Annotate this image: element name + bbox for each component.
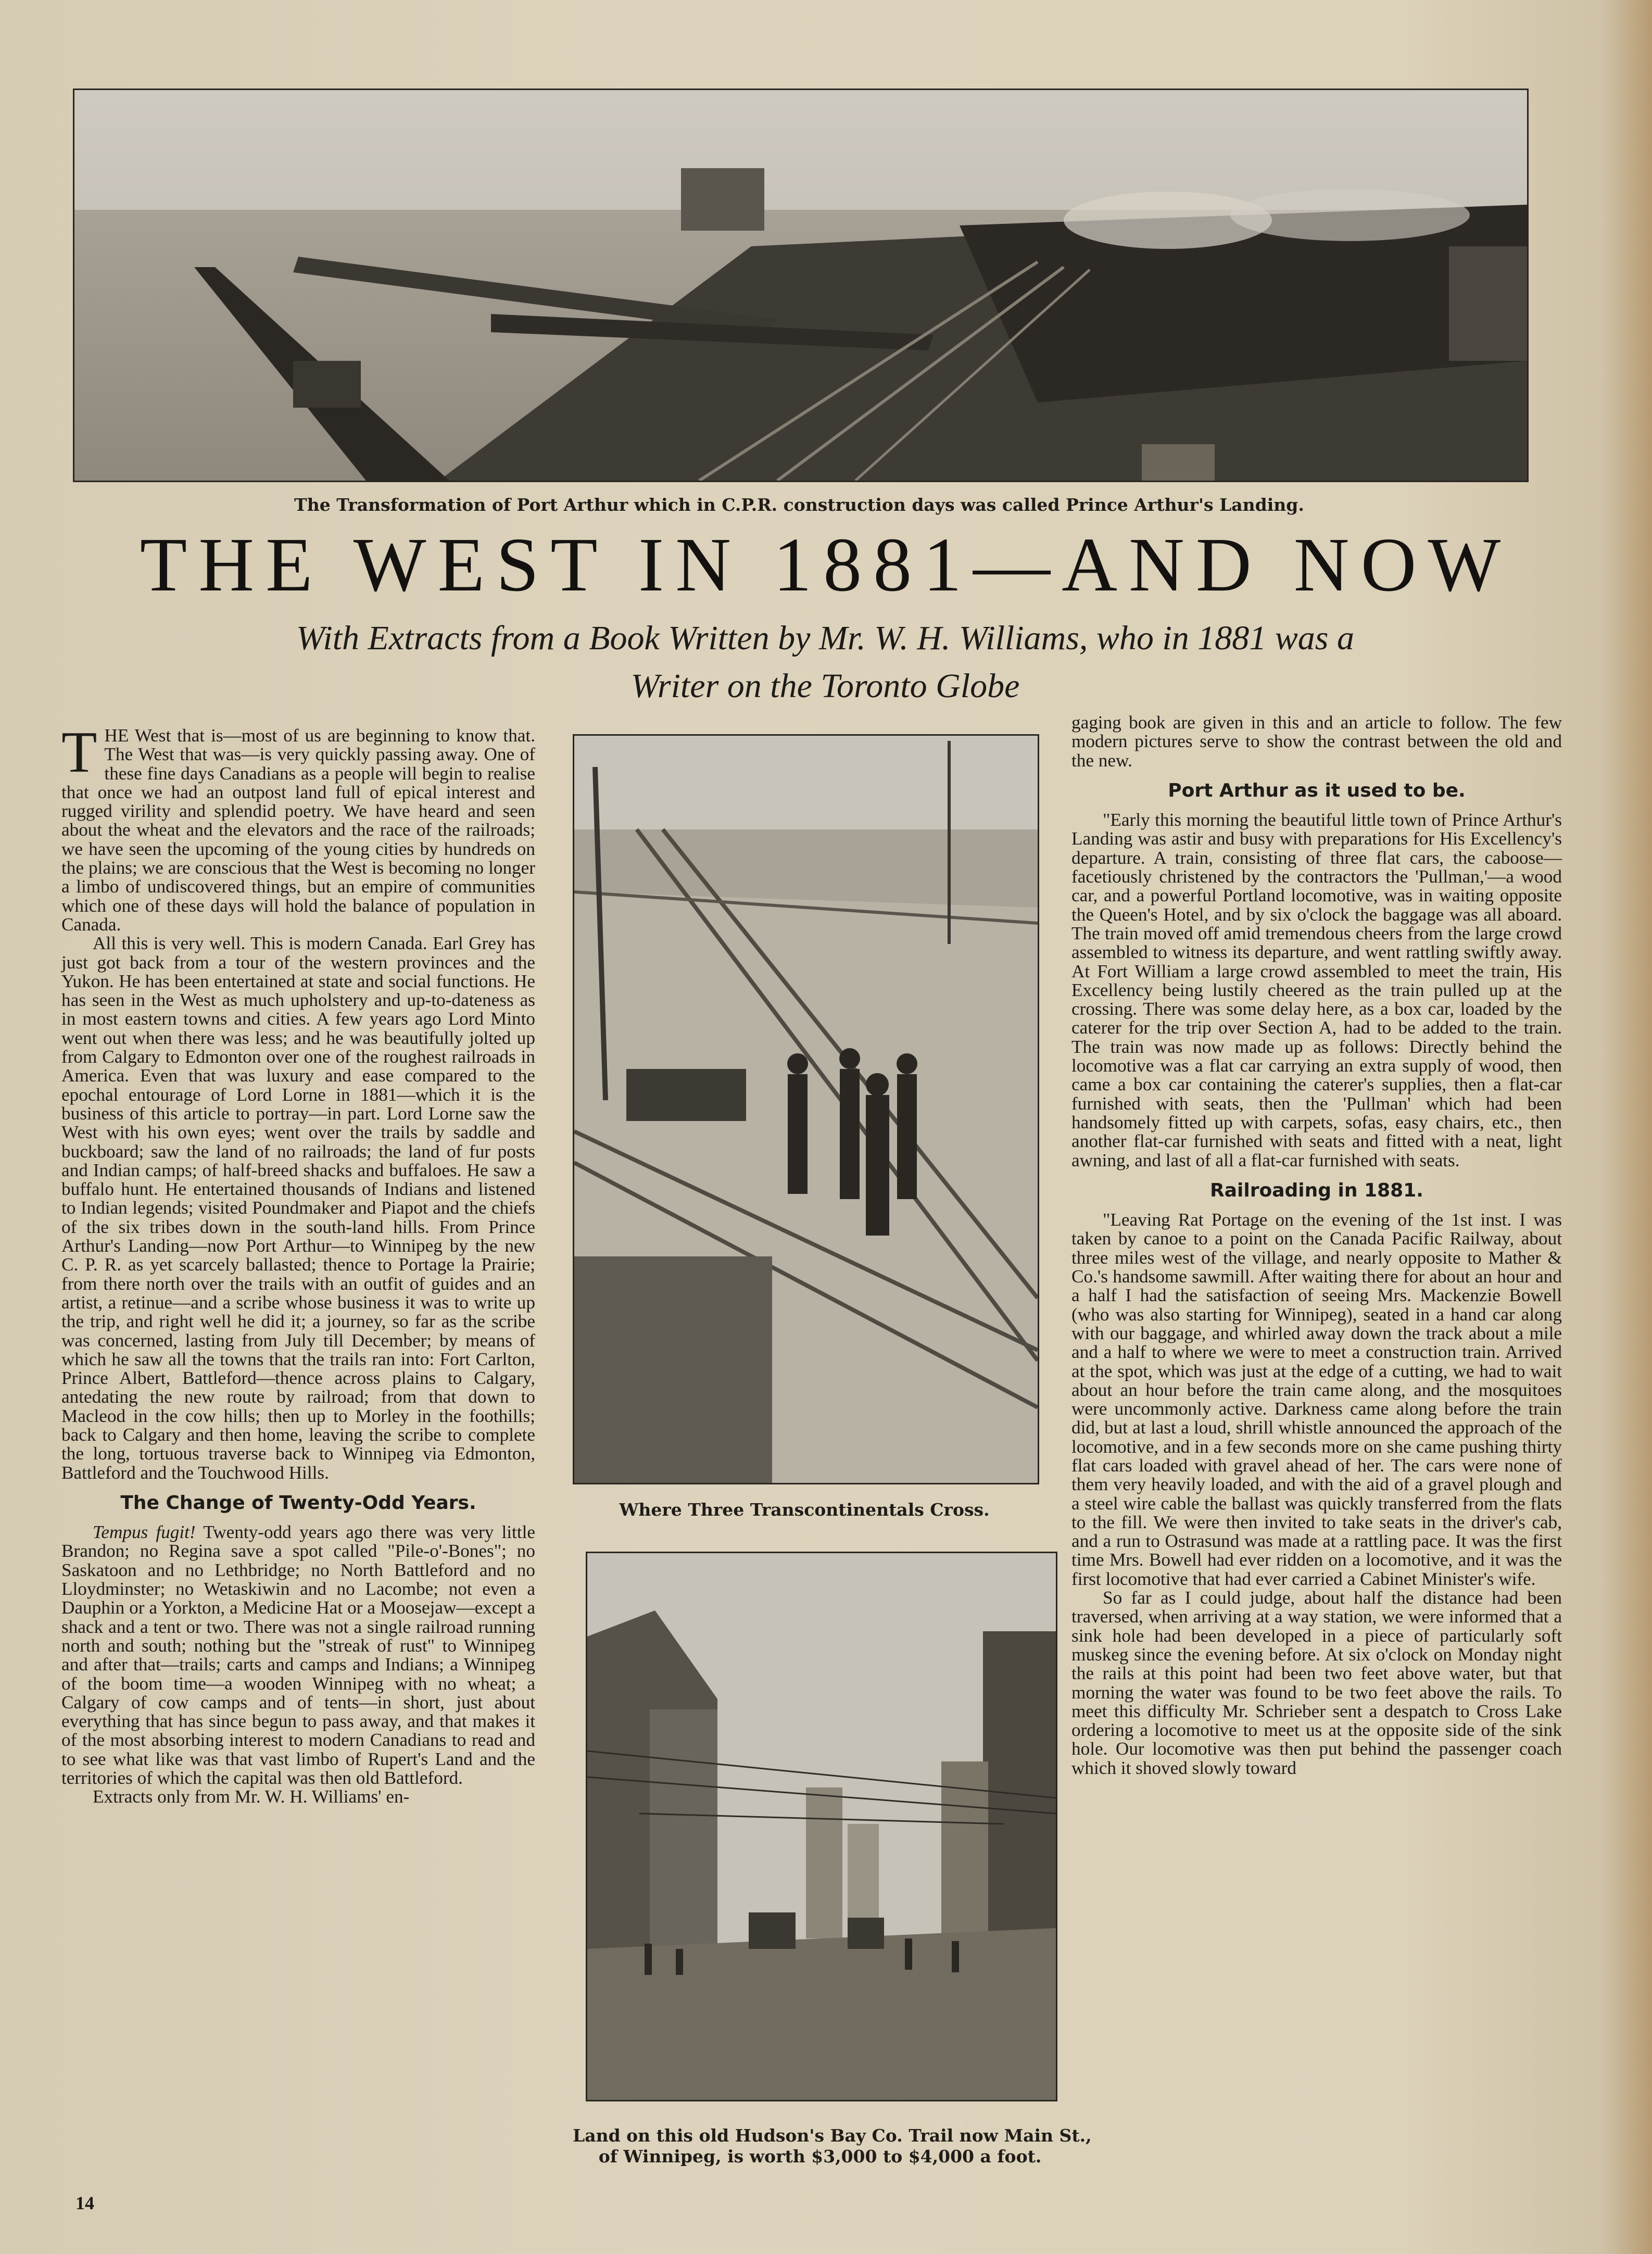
- winnipeg-main-street-photo: [586, 1552, 1057, 2101]
- article-column-3: [1071, 713, 1562, 1778]
- paragraph: "Early this morning the beautiful little town of Prince Arthur's Landing was astir and busy with preparations for His Excellency's departure. A train, consisting of three flat cars, the caboose—facetiously christened by the contractors the 'Pullman,'—a wood car, and a powerful Portland locomotive, was in waiting opposite the Queen's Hotel, and by six o'clock the baggage was all aboard. The train moved off amid tremendous cheers from the large crowd assembled to witness its departure, and went rattling swiftly away. At Fort William a large crowd assembled to meet the train, His Excellency being lustily cheered as the train pulled up at the crossing. There was some delay here, as a box car, loaded by the caterer for the trip over Section A, had to be added to the train. The train was now made up as follows: Directly behind the locomotive was a flat car carrying an extra supply of wood, then came a box car containing the caterer's supplies, then a flat-car furnished with seats, then the 'Pullman' which had been handsomely fitted up with carpets, sofas, easy chairs, etc., then another flat-car furnished with seats and fitted with a neat, light awning, and last of all a flat-car furnished with seats.: [1071, 810, 1562, 1170]
- main-street-illustration: [587, 1553, 1056, 2100]
- paragraph: So far as I could judge, about half the distance had been traversed, when arriving at a way station, we were informed that a sink hole had been developed in a piece of particularly soft muskeg since the evening before. At six o'clock on Monday night the rails at this point had been two feet above water, but that morning the water was found to be two feet above the rails. To meet this difficulty Mr. Schrieber sent a despatch to Cross Lake ordering a locomotive to meet us at the opposite side of the sink hole. Our locomotive was then put behind the passenger coach which it shoved slowly toward: [1071, 1588, 1562, 1778]
- bottom-caption-line-2: of Winnipeg, is worth $3,000 to $4,000 a foot.: [598, 2146, 1042, 2167]
- section-heading: The Change of Twenty-Odd Years.: [120, 1492, 476, 1514]
- port-arthur-photo: [73, 89, 1529, 482]
- section-heading: Railroading in 1881.: [1210, 1179, 1423, 1201]
- rail-crossing-illustration: [574, 736, 1038, 1483]
- article-column-1: [61, 720, 535, 1807]
- intro-paragraph: [61, 720, 535, 935]
- subheadline-line-2: Writer on the Toronto Globe: [630, 667, 1020, 705]
- section-heading: Port Arthur as it used to be.: [1168, 779, 1466, 801]
- latin-phrase: Tempus fugit!: [93, 1522, 196, 1543]
- bottom-caption-line-1: Land on this old Hudson's Bay Co. Trail now Main St.,: [573, 2125, 1092, 2146]
- bottom-photo-caption: [573, 2125, 1092, 2167]
- subheadline-line-1: With Extracts from a Book Written by Mr. W. H. Williams, who in 1881 was a: [296, 619, 1354, 657]
- paragraph: [61, 1523, 535, 1787]
- page-number: 14: [75, 2193, 94, 2213]
- paragraph-text: Twenty-odd years ago there was very little Brandon; no Regina save a spot called "Pile-o'-Bones"; no Saskatoon and no Lethbridge; no North Battleford and no Lloydminster; no Wetaskiwin and no Lacombe; not even a Dauphin or a Yorkton, a Medicine Hat or a Moosejaw—except a shack and a tent or two. There was not a single railroad running north and south; nothing but the "streak of rust" to Winnipeg and after that—trails; carts and camps and Indians; a Winnipeg of the boom time—a wooden Winnipeg with no wheat; a Calgary of cow camps and of tents—in short, just about everything that has since begun to pass away, and that makes it of the most absorbing interest to modern Canadians to read and to see what like was that vast limbo of Rupert's Land and the territories of which the capital was then old Battleford.: [61, 1522, 535, 1789]
- middle-photo-caption: Where Three Transcontinentals Cross.: [619, 1500, 990, 1520]
- paragraph: gaging book are given in this and an article to follow. The few modern pictures serve to show the contrast between the old and the new.: [1071, 712, 1562, 771]
- rail-crossing-photo: [573, 734, 1039, 1484]
- headline: THE WEST IN 1881—AND NOW: [140, 522, 1512, 608]
- port-arthur-illustration: [74, 90, 1527, 481]
- paragraph: All this is very well. This is modern Canada. Earl Grey has just got back from a tour of the western provinces and the Yukon. He has been entertained at state and social functions. He has seen in the West as much upholstery and up-to-dateness as in most eastern towns and cities. A few years ago Lord Minto went out when there was less; and he was beautifully jolted up from Calgary to Edmonton over one of the roughest railroads in America. Even that was luxury and ease compared to the epochal entourage of Lord Lorne in 1881—which it is the business of this article to portray—in part. Lord Lorne saw the West with his own eyes; went over the trails by saddle and buckboard; saw the land of no railroads; the land of fur posts and Indian camps; of half-breed shacks and buffaloes. He saw a buffalo hunt. He entertained thousands of Indians and listened to Indian legends; visited Poundmaker and Piapot and the chiefs of the six tribes down in the south-land hills. From Prince Arthur's Landing—now Port Arthur—to Winnipeg by the new C. P. R. as yet scarcely ballasted; thence to Portage la Prairie; from there north over the trails with an outfit of guides and an artist, a retinue—and a scribe whose business it was to write up the trip, and right well he did it; a journey, so far as the scribe was concerned, lasting from July till December; by means of which he saw all the towns that the trails ran into: Fort Carlton, Prince Albert, Battleford—thence across plains to Calgary, antedating the new route by railroad; from that down to Macleod in the cow hills; then up to Morley in the foothills; back to Calgary and then home, leaving the scribe to complete the long, tortuous traverse back to Winnipeg via Edmonton, Battleford and the Touchwood Hills.: [61, 933, 535, 1483]
- intro-text: HE West that is—most of us are beginning to know that. The West that was—is very quickly passing away. One of these fine days Canadians as a people will begin to realise that once we had an outpost land full of epical interest and rugged virility and splendid poetry. We have heard and seen about the wheat and the elevators and the race of the railroads; we have seen the upcoming of the young cities by hundreds on the plains; we are conscious that the West is becoming no longer a limbo of undiscovered things, but an empire of communities which one of these days will hold the balance of population in Canada.: [61, 725, 535, 935]
- paragraph: Extracts only from Mr. W. H. Williams' en-: [93, 1786, 410, 1807]
- drop-cap: T: [61, 720, 97, 785]
- paragraph: "Leaving Rat Portage on the evening of the 1st inst. I was taken by canoe to a point on the Canada Pacific Railway, about three miles west of the village, and nearly opposite to Mather & Co.'s handsome sawmill. After waiting there for about an hour and a half I had the satisfaction of seeing Mrs. Mackenzie Bowell (who was also starting for Winnipeg), seated in a hand car along with our baggage, and whirled away down the track about a mile and a half to where we were to meet a construction train. Arrived at the spot, which was just at the edge of a cutting, we had to wait about an hour before the train came along, and the mosquitoes were uncommonly active. Darkness came along before the train did, but at last a loud, shrill whistle announced the approach of the locomotive, and in a few seconds more on she came pushing thirty flat cars loaded with gravel ahead of her. The cars were none of them very heavily loaded, and with the aid of a gravel plough and a steel wire cable the ballast was quickly transferred from the flats to the fill. We were then invited to take seats in the driver's cab, and a run to Ostrasund was made at a rattling pace. It was the first time Mrs. Bowell had ever ridden on a locomotive, and it was the first locomotive that had ever carried a Cabinet Minister's wife.: [1071, 1210, 1562, 1589]
- subheadline: [135, 614, 1515, 710]
- top-photo-caption: The Transformation of Port Arthur which in C.P.R. construction days was called Prince Arthur's Landing.: [294, 495, 1304, 515]
